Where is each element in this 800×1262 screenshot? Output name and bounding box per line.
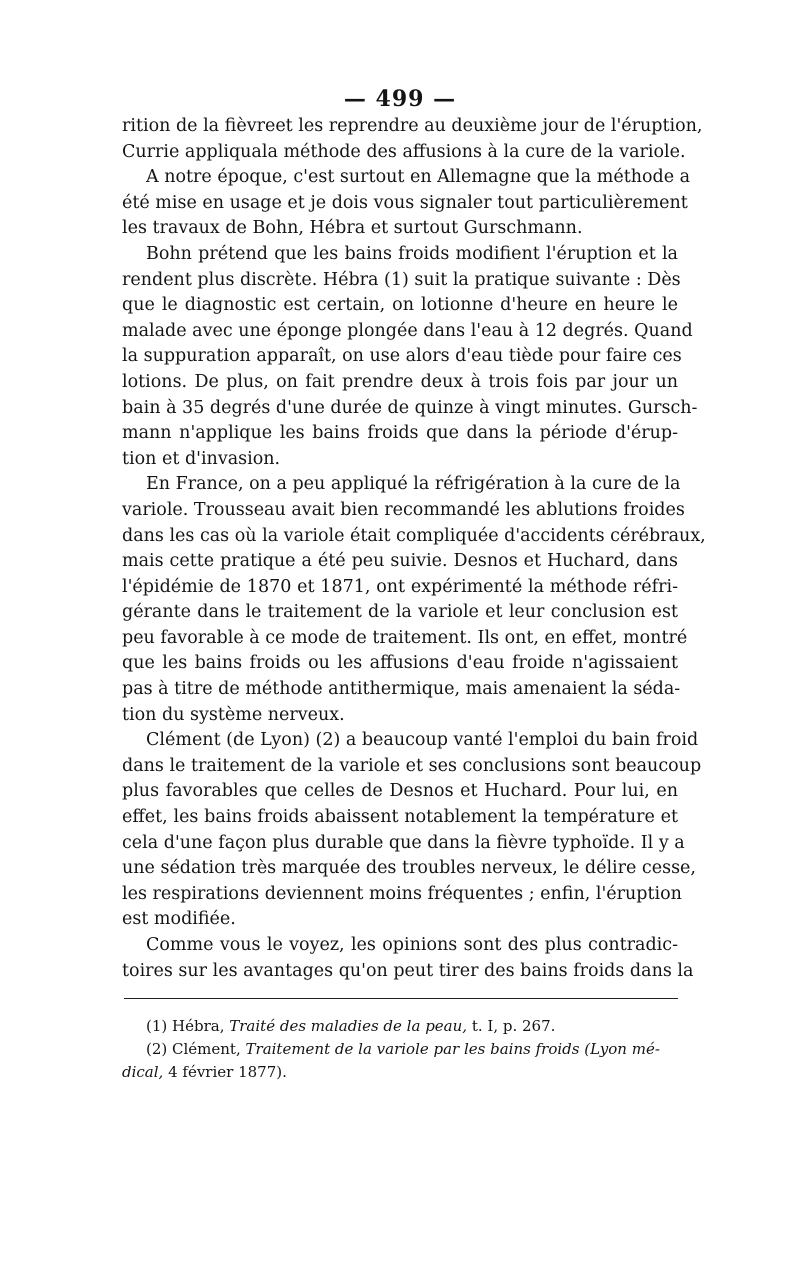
text-line: gérante dans le traitement de la variole et leur conclusion est	[122, 602, 678, 623]
text-line: Bohn prétend que les bains froids modifient l'éruption et la	[146, 243, 678, 264]
footnote-1-title: Traité des maladies de la peau,	[229, 1017, 468, 1035]
text-line: mann n'applique les bains froids que dans la période d'érup-	[122, 423, 678, 444]
text-line: lotions. De plus, on fait prendre deux à trois fois par jour un	[122, 371, 678, 392]
text-line: variole. Trousseau avait bien recommandé les ablutions froides	[122, 499, 685, 520]
text-line: tion du système nerveux.	[122, 704, 345, 725]
text-line: malade avec une éponge plongée dans l'eau à 12 degrés. Quand	[122, 320, 693, 341]
body-text	[122, 114, 706, 984]
text-line: Comme vous le voyez, les opinions sont des plus contradic-	[146, 935, 678, 955]
text-line: l'épidémie de 1870 et 1871, ont expérimenté la méthode réfri-	[122, 576, 678, 597]
text-line: rition de la fièvreet les reprendre au deuxième jour de l'éruption,	[122, 116, 703, 136]
text-line: mais cette pratique a été peu suivie. Desnos et Huchard, dans	[122, 551, 678, 572]
footnotes	[122, 1015, 678, 1084]
text-line: la suppuration apparaît, on use alors d'eau tiède pour faire ces	[122, 346, 682, 367]
footnote-2-continuation	[122, 1061, 678, 1084]
text-line: bain à 35 degrés d'une durée de quinze à vingt minutes. Gursch-	[122, 397, 698, 418]
text-line: rendent plus discrète. Hébra (1) suit la pratique suivante : Dès	[122, 269, 681, 290]
text-line: effet, les bains froids abaissent notablement la température et	[122, 807, 678, 828]
text-line: dans les cas où la variole était compliquée d'accidents cérébraux,	[122, 525, 706, 546]
footnote-2-ref: (2) Clément,	[146, 1040, 241, 1058]
footnote-1-ref: (1) Hébra,	[146, 1017, 225, 1035]
text-line: toires sur les avantages qu'on peut tirer des bains froids dans la	[122, 960, 694, 981]
text-line: que les bains froids ou les affusions d'eau froide n'agissaient	[122, 653, 678, 674]
footnote-2-source-cont: dical,	[122, 1063, 164, 1081]
footnote-2	[122, 1038, 678, 1061]
text-line: plus favorables que celles de Desnos et Huchard. Pour lui, en	[122, 781, 678, 802]
footnote-2-source: (Lyon mé-	[584, 1040, 660, 1058]
text-line: que le diagnostic est certain, on lotionne d'heure en heure le	[122, 295, 678, 316]
text-line: une sédation très marquée des troubles nerveux, le délire cesse,	[122, 858, 696, 879]
footnote-2-title: Traitement de la variole par les bains froids	[245, 1040, 580, 1058]
text-line: cela d'une façon plus durable que dans la fièvre typhoïde. Il y a	[122, 832, 685, 853]
text-line: pas à titre de méthode antithermique, mais amenaient la séda-	[122, 679, 681, 700]
text-line: En France, on a peu appliqué la réfrigération à la cure de la	[146, 474, 681, 495]
text-line: été mise en usage et je dois vous signaler tout particulièrement	[122, 192, 688, 213]
footnote-2-date: 4 février 1877).	[168, 1063, 287, 1081]
text-line: Currie appliquala méthode des affusions à la cure de la variole.	[122, 141, 686, 162]
footnote-1	[122, 1015, 678, 1038]
page-number: — 499 —	[343, 86, 457, 112]
text-line: peu favorable à ce mode de traitement. Ils ont, en effet, montré	[122, 627, 688, 648]
footnote-divider	[124, 998, 678, 999]
text-line: les respirations deviennent moins fréquentes ; enfin, l'éruption	[122, 883, 682, 904]
text-line: dans le traitement de la variole et ses conclusions sont beaucoup	[122, 755, 702, 776]
text-line: les travaux de Bohn, Hébra et surtout Gurschmann.	[122, 218, 583, 239]
text-line: est modifiée.	[122, 909, 236, 930]
text-line: tion et d'invasion.	[122, 448, 281, 469]
text-line: A notre époque, c'est surtout en Allemagne que la méthode a	[146, 167, 691, 188]
text-line: Clément (de Lyon) (2) a beaucoup vanté l'emploi du bain froid	[146, 730, 699, 751]
footnote-1-ref-detail: t. I, p. 267.	[471, 1017, 556, 1035]
